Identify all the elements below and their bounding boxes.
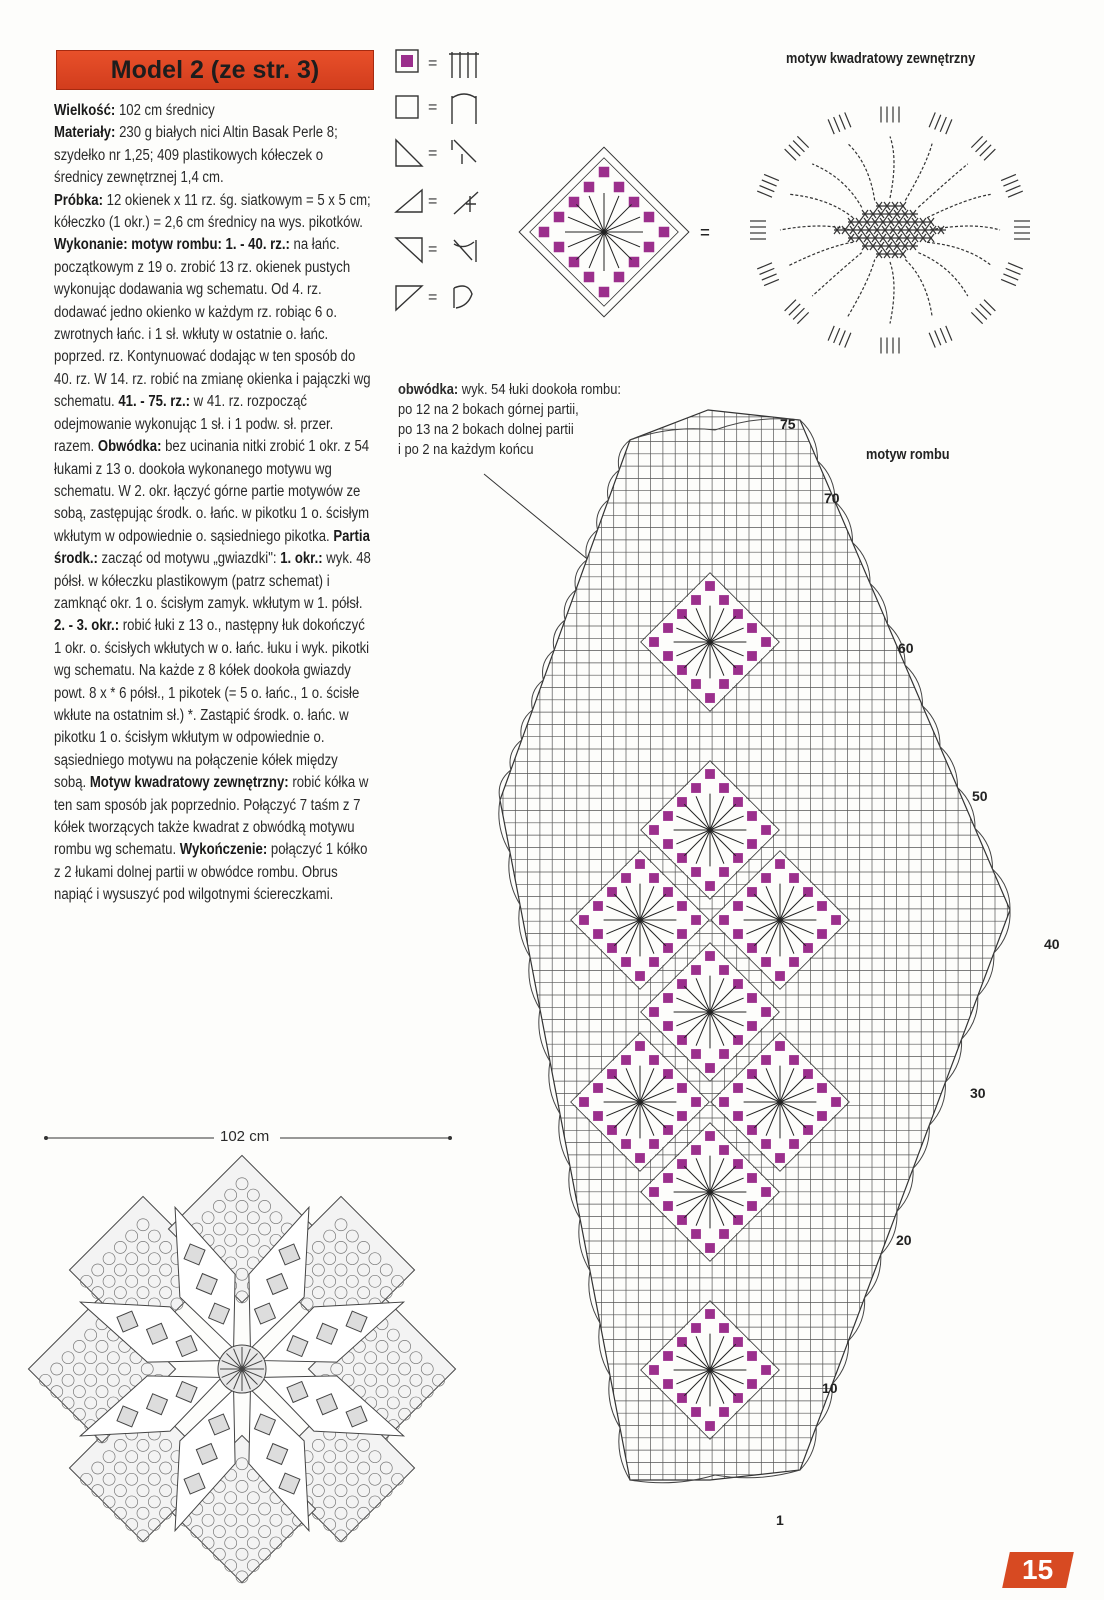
instructions-text	[54, 100, 372, 907]
filled-mesh-square	[644, 212, 655, 223]
filled-mesh-square	[663, 993, 673, 1003]
filled-mesh-square	[719, 1229, 729, 1239]
filled-mesh-square	[719, 1049, 729, 1059]
filled-mesh-square	[659, 227, 670, 238]
rhombus-motif-label: motyw rombu	[866, 446, 950, 463]
filled-mesh-square	[593, 1111, 603, 1121]
filled-mesh-square	[593, 901, 603, 911]
filled-mesh-square	[584, 182, 595, 193]
filled-mesh-square	[663, 1351, 673, 1361]
filled-mesh-square	[649, 1139, 659, 1149]
filled-mesh-square	[621, 1139, 631, 1149]
instruction-text: w 41. rz. rozpocząć odejmowanie wykonując 1 sł. i 1 podw. sł. przer. razem.	[54, 393, 334, 456]
filled-mesh-square	[719, 1097, 729, 1107]
instruction-label: Próbka:	[54, 191, 103, 209]
star-motif	[530, 158, 678, 306]
filled-mesh-square	[599, 287, 610, 298]
instruction-label: Materiały:	[54, 124, 116, 142]
instruction-text: 12 okienek x 11 rz. śg. siatkowym = 5 x 5 cm; kółeczko (1 okr.) = 2,6 cm średnicy na wys. pikotków.	[54, 191, 371, 232]
rhombus-chart	[380, 380, 1040, 1510]
filled-mesh-square	[831, 915, 841, 925]
equals-sign: =	[700, 222, 710, 244]
filled-mesh-square	[614, 272, 625, 283]
filled-mesh-square	[691, 1097, 701, 1107]
filled-mesh-square	[644, 242, 655, 253]
filled-mesh-square	[747, 1379, 757, 1389]
filled-mesh-square	[621, 957, 631, 967]
filled-mesh-square	[579, 1097, 589, 1107]
filled-mesh-square	[649, 1007, 659, 1017]
instruction-text: 230 g białych nici Altin Basak Perle 8; szydełko nr 1,25; 409 plastikowych kółeczek o średnicy zewnętrznej 1,4 cm.	[54, 124, 338, 187]
filled-mesh-square	[663, 623, 673, 633]
filled-mesh-square	[663, 651, 673, 661]
filled-mesh-square	[691, 965, 701, 975]
svg-text:=: =	[428, 55, 438, 72]
filled-mesh-square	[691, 679, 701, 689]
filled-mesh-square	[761, 1365, 771, 1375]
filled-mesh-square	[691, 1049, 701, 1059]
filled-mesh-square	[705, 769, 715, 779]
filled-mesh-square	[554, 242, 565, 253]
filled-mesh-square	[789, 957, 799, 967]
filled-mesh-square	[649, 637, 659, 647]
filled-mesh-square	[747, 839, 757, 849]
filled-mesh-square	[761, 1055, 771, 1065]
page-number	[1002, 1552, 1074, 1588]
filled-mesh-square	[719, 679, 729, 689]
filled-mesh-square	[663, 811, 673, 821]
filled-mesh-square	[747, 1351, 757, 1361]
filled-mesh-square	[649, 1187, 659, 1197]
svg-text:=: =	[428, 145, 438, 162]
border-label: obwódka:	[398, 381, 459, 398]
filled-mesh-square	[621, 873, 631, 883]
svg-text:=: =	[428, 193, 438, 210]
filled-mesh-square	[705, 1243, 715, 1253]
filled-mesh-square	[817, 1111, 827, 1121]
filled-mesh-square	[691, 1145, 701, 1155]
row-number: 30	[970, 1085, 986, 1101]
instruction-text: robić kółka w ten sam sposób jak poprzednio. Połączyć 7 taśm z 7 kółek tworzących także kwadrat z obwódką motywu rombu wg schematu.	[54, 774, 369, 859]
filled-mesh-square	[579, 915, 589, 925]
filled-mesh-square	[539, 227, 550, 238]
filled-mesh-square	[705, 881, 715, 891]
filled-mesh-square	[649, 1365, 659, 1375]
filled-mesh-square	[705, 1131, 715, 1141]
model-title: Model 2 (ze str. 3)	[56, 50, 374, 90]
filled-mesh-square	[761, 957, 771, 967]
filled-mesh-square	[691, 915, 701, 925]
filled-mesh-square	[705, 1063, 715, 1073]
filled-mesh-square	[663, 1173, 673, 1183]
instruction-label: 1. okr.:	[280, 550, 323, 568]
filled-mesh-square	[761, 873, 771, 883]
instruction-text: 102 cm średnicy	[115, 102, 215, 119]
filled-mesh-square	[705, 1421, 715, 1431]
row-number: 70	[824, 490, 840, 506]
instruction-label: 2. - 3. okr.:	[54, 617, 120, 635]
filled-mesh-square	[663, 1021, 673, 1031]
filled-mesh-square	[719, 783, 729, 793]
filled-mesh-square	[691, 1229, 701, 1239]
filled-mesh-square	[705, 581, 715, 591]
filled-mesh-square	[584, 272, 595, 283]
filled-mesh-square	[593, 929, 603, 939]
filled-mesh-square	[621, 1055, 631, 1065]
annotation-leader-line	[480, 470, 600, 570]
filled-mesh-square	[775, 859, 785, 869]
instruction-label: Wykończenie:	[179, 841, 268, 859]
star-motif-chart	[522, 150, 692, 320]
instruction-label: 41. - 75. rz.:	[118, 393, 191, 411]
row-number: 75	[780, 416, 796, 432]
filled-mesh-square	[817, 901, 827, 911]
instruction-text: robić łuki z 13 o., następny łuk dokończyć 1 okr. o. ścisłych wkłutych w o. łańc. łuku i wyk. pikotki wg schematu. Na każde z 8 kółek dookoła gwiazdy powt. 8 x * 6 półsł., 1 pikotek (= 5 o. łańc., 1 o. ścisłe wkłute na ostatnim sł.) *. Zastąpić środk. o. łańc. w pikotku 1 o. ścisłym wkłutym w odpowiednie o. sąsiedniego motywu na połączenie kółek między sobą.	[54, 617, 370, 792]
instruction-text: bez ucinania nitki zrobić 1 okr. z 54 łukami z 13 o. dookoła wykonanego motywu wg schematu. W 2. okr. łączyć górne partie motywów ze sobą, zastępując środk. o. łańc. w pikotku 1 o. ścisłym wkłutym w odpowiednie o. sąsiedniego pikotka.	[54, 438, 370, 545]
filled-mesh-square	[789, 873, 799, 883]
filled-mesh-square	[775, 971, 785, 981]
filled-mesh-square	[677, 1111, 687, 1121]
filled-mesh-square	[747, 1201, 757, 1211]
border-line: i po 2 na każdym końcu	[398, 441, 534, 458]
spider-leg	[576, 232, 604, 260]
filled-mesh-square	[677, 901, 687, 911]
filled-mesh-square	[677, 1083, 687, 1093]
filled-mesh-square	[593, 1083, 603, 1093]
filled-mesh-square	[789, 1055, 799, 1065]
filled-mesh-square	[635, 859, 645, 869]
filled-mesh-square	[705, 951, 715, 961]
filled-mesh-square	[635, 1041, 645, 1051]
filled-mesh-square	[761, 637, 771, 647]
filled-mesh-square	[719, 915, 729, 925]
border-annotation	[398, 380, 621, 460]
filled-mesh-square	[719, 595, 729, 605]
dimension-label: 102 cm	[220, 1128, 270, 1145]
filled-mesh-square	[719, 1407, 729, 1417]
instruction-label: Obwódka:	[97, 438, 162, 456]
filled-mesh-square	[761, 1187, 771, 1197]
filled-mesh-square	[705, 693, 715, 703]
row-number: 20	[896, 1232, 912, 1248]
filled-mesh-square	[747, 811, 757, 821]
border-line: po 12 na 2 bokach górnej partii,	[398, 401, 579, 418]
svg-text:=: =	[428, 289, 438, 306]
filled-mesh-square	[677, 929, 687, 939]
instruction-text: połączyć 1 kółko z 2 łukami dolnej partii w obwódce rombu. Obrus napiąć i wysuszyć pod wilgotnymi ściereczkami.	[54, 841, 368, 904]
filled-mesh-square	[554, 212, 565, 223]
filled-mesh-square	[649, 825, 659, 835]
filled-mesh-square	[733, 901, 743, 911]
filled-mesh-square	[691, 1407, 701, 1417]
square-motif-label: motyw kwadratowy zewnętrzny	[786, 50, 976, 67]
instruction-label: Motyw kwadratowy zewnętrzny:	[89, 774, 289, 792]
filled-mesh-square	[747, 1021, 757, 1031]
filled-mesh-square	[705, 1309, 715, 1319]
filled-mesh-square	[775, 1041, 785, 1051]
row-number: 50	[972, 788, 988, 804]
square-motif-diagram	[730, 70, 1050, 390]
filled-mesh-square	[691, 1323, 701, 1333]
filled-mesh-square	[733, 1111, 743, 1121]
page-number-text: 15	[1022, 1554, 1054, 1585]
filled-mesh-square	[691, 867, 701, 877]
filled-mesh-square	[789, 1139, 799, 1149]
filled-mesh-square	[663, 1379, 673, 1389]
filled-mesh-square	[649, 873, 659, 883]
filled-mesh-square	[747, 651, 757, 661]
filled-mesh-square	[719, 965, 729, 975]
instruction-text: zacząć od motywu „gwiazdki":	[97, 550, 281, 568]
instruction-label: Partia środk.:	[54, 527, 370, 568]
instruction-text: wyk. 48 półsł. w kółeczku plastikowym (patrz schemat) i zamknąć okr. 1 o. ścisłym zamyk. wkłutym w 1. półsł.	[54, 550, 371, 612]
filled-mesh-square	[649, 957, 659, 967]
spider-leg	[604, 232, 632, 260]
filled-mesh-square	[635, 1153, 645, 1163]
filled-mesh-square	[817, 1083, 827, 1093]
row-number: 40	[1044, 936, 1060, 952]
row-number: 10	[822, 1380, 838, 1396]
row-number: 60	[898, 640, 914, 656]
svg-text:=: =	[428, 241, 438, 258]
filled-mesh-square	[817, 929, 827, 939]
svg-text:=: =	[428, 99, 438, 116]
filled-mesh-square	[733, 1083, 743, 1093]
filled-mesh-square	[719, 1145, 729, 1155]
spider-leg	[604, 204, 632, 232]
filled-mesh-square	[635, 971, 645, 981]
filled-mesh-square	[761, 1139, 771, 1149]
filled-mesh-square	[663, 839, 673, 849]
filled-mesh-square	[831, 1097, 841, 1107]
spider-leg	[576, 204, 604, 232]
filled-mesh-square	[719, 867, 729, 877]
legend	[392, 44, 512, 334]
filled-mesh-square	[747, 1173, 757, 1183]
border-line: po 13 na 2 bokach dolnej partii	[398, 421, 574, 438]
filled-mesh-square	[663, 1201, 673, 1211]
instruction-label: Wykonanie: motyw rombu: 1. - 40. rz.:	[54, 236, 290, 254]
filled-mesh-square	[747, 623, 757, 633]
filled-mesh-square	[599, 167, 610, 178]
tablecloth-overview	[44, 1155, 454, 1575]
border-line: wyk. 54 łuki dookoła rombu:	[458, 381, 621, 398]
filled-mesh-square	[733, 929, 743, 939]
row-number: 1	[776, 1512, 784, 1528]
filled-mesh-square	[761, 1007, 771, 1017]
filled-mesh-square	[614, 182, 625, 193]
filled-mesh-square	[747, 993, 757, 1003]
filled-mesh-square	[691, 595, 701, 605]
filled-mesh-square	[719, 1323, 729, 1333]
instruction-text: na łańc. początkowym z 19 o. zrobić 13 rz. okienek pustych wykonując dodawania wg schematu. Od 4. rz. dodawać jedno okienko w każdym rz. robiąc 6 o. zwrotnych łańc. i 1 sł. wkłuty w ostatnie o. łańc. poprzed. rz. Kontynuować dodając w ten sposób do 40. rz. W 14. rz. robić na zmianę okienka i pajączki wg schematu.	[54, 236, 371, 411]
filled-mesh-square	[691, 783, 701, 793]
instruction-label: Wielkość:	[54, 102, 116, 119]
filled-mesh-square	[761, 825, 771, 835]
filled-mesh-square	[649, 1055, 659, 1065]
filled-mesh-square	[775, 1153, 785, 1163]
